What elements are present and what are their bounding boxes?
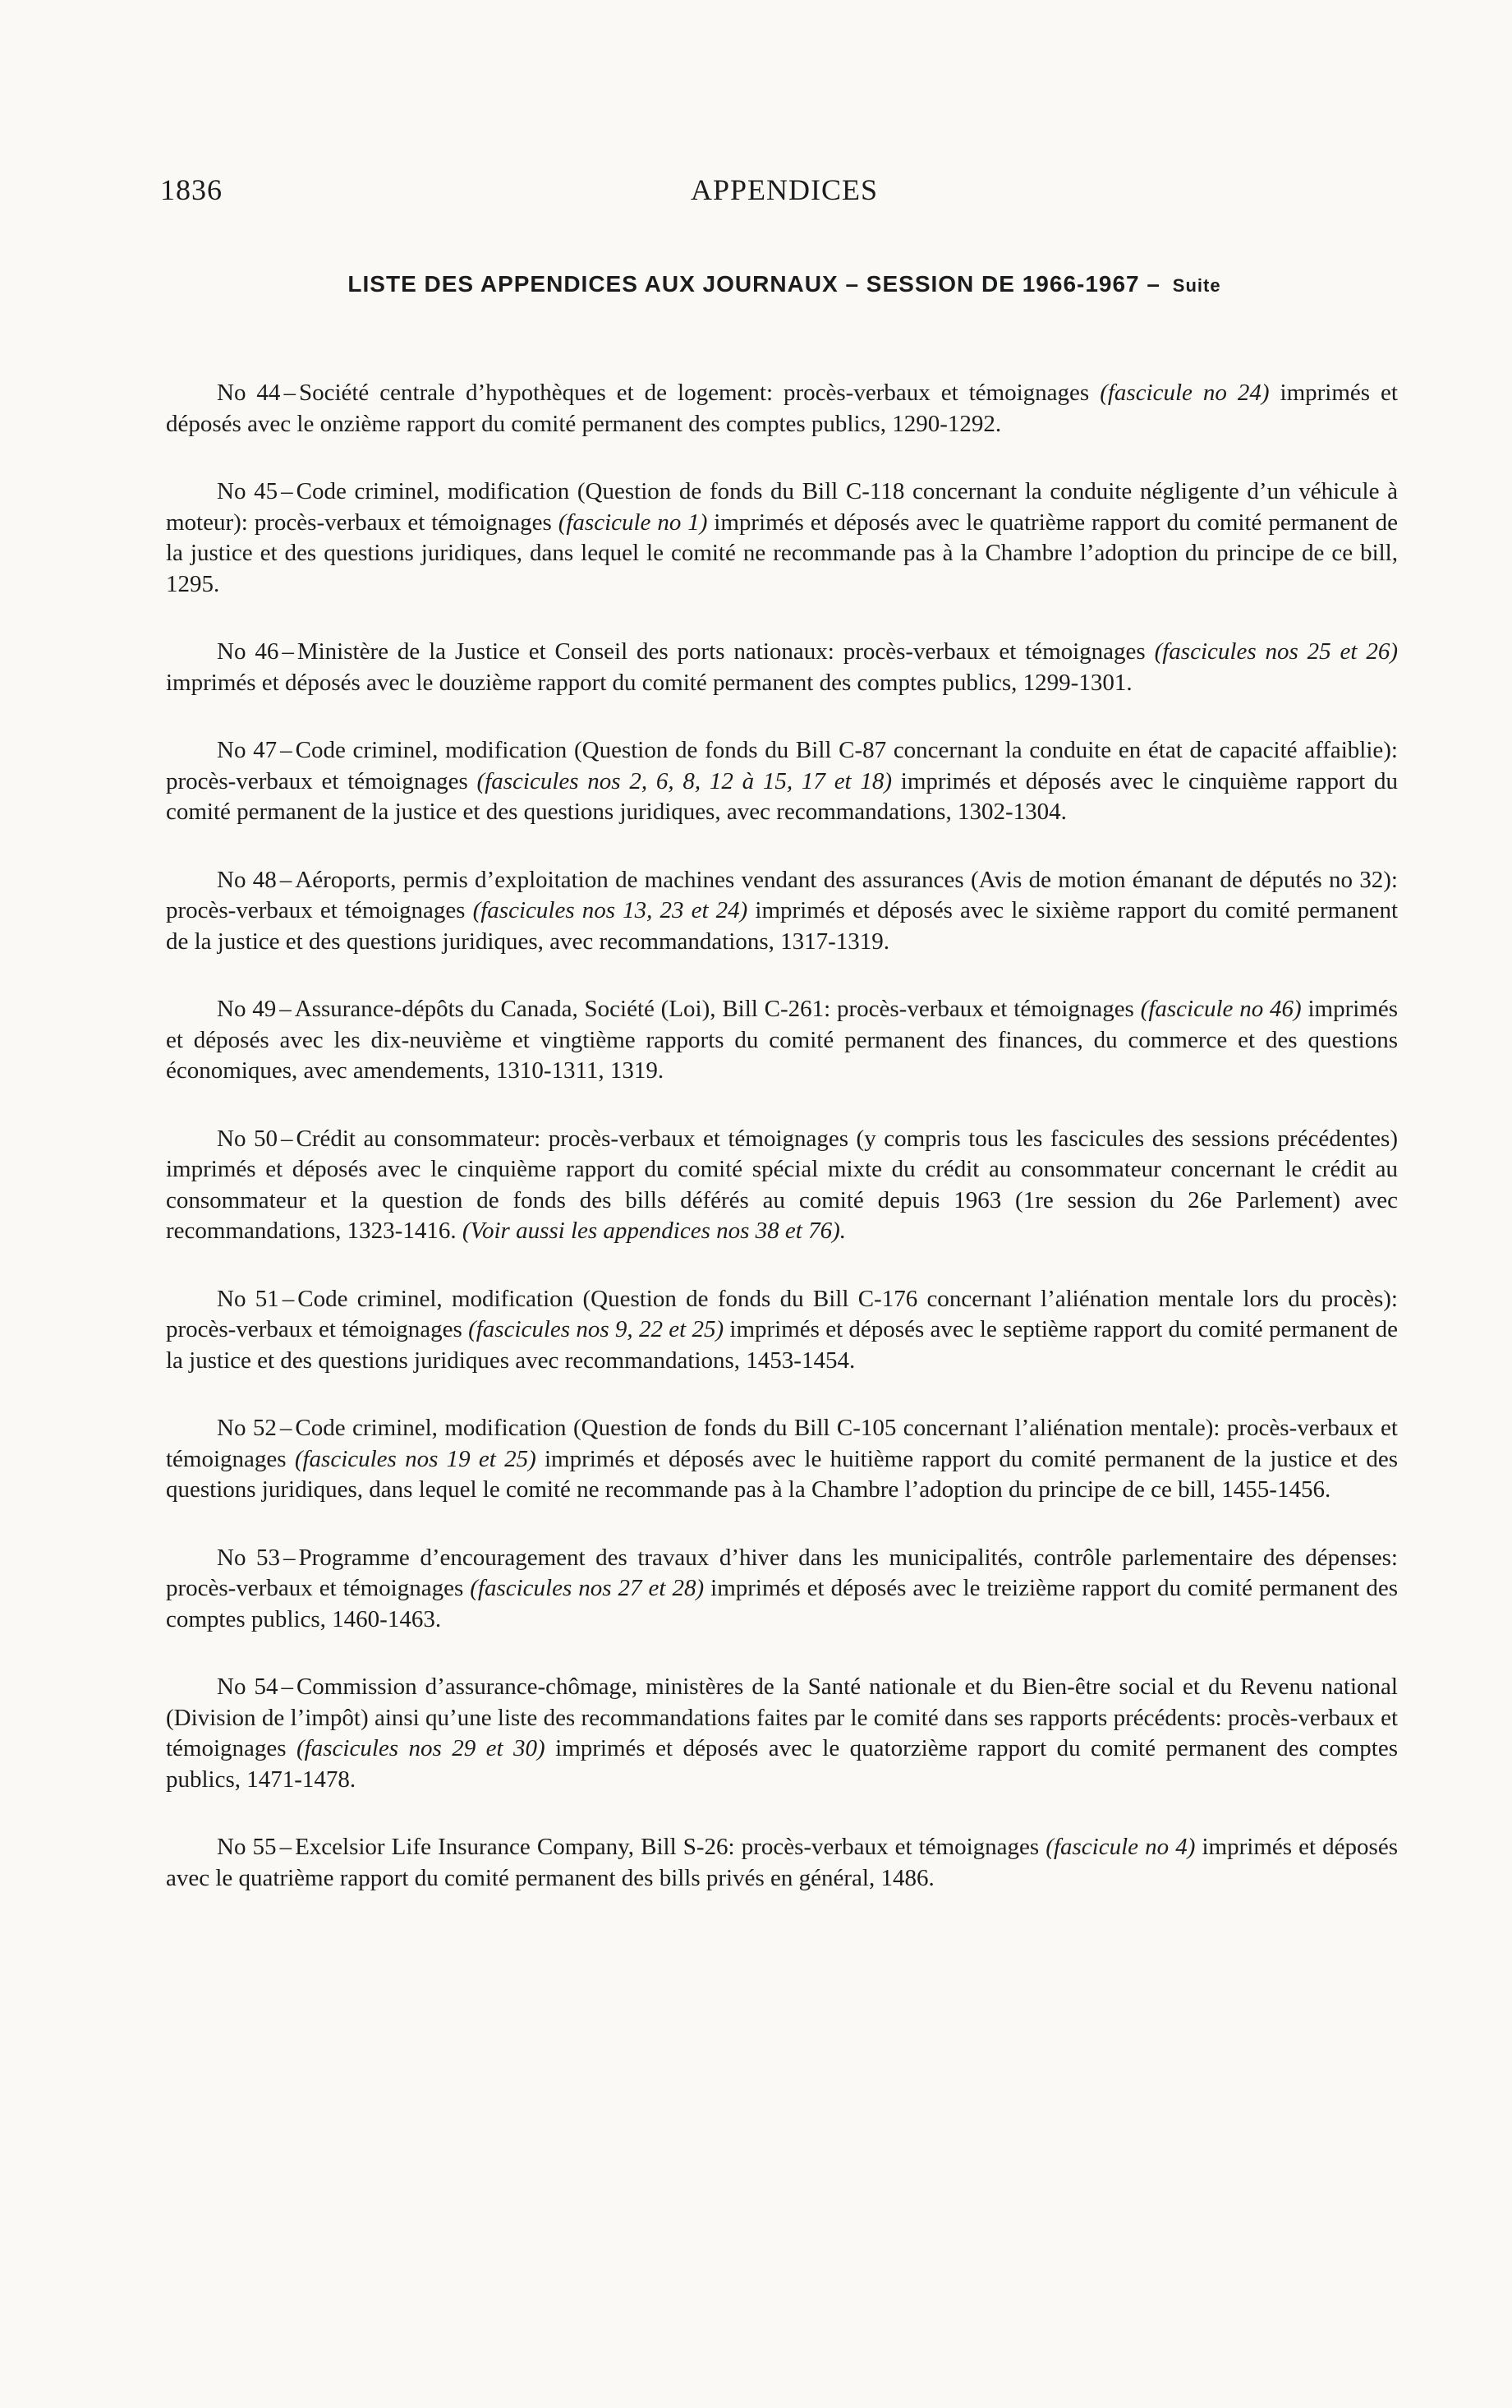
entry-text: Aéroports, permis d’exploitation de machines vendant des assurances (Avis de motion émanant de députés no 32): procès-verbaux et témoignages	[166, 866, 1398, 923]
fascicule-reference: (fascicules nos 13, 23 et 24)	[472, 897, 748, 923]
appendix-entry	[166, 637, 1398, 698]
appendix-entry	[166, 735, 1398, 828]
appendix-entry	[166, 378, 1398, 440]
subtitle-suite: Suite	[1172, 275, 1221, 296]
entry-text: imprimés et déposés avec le douzième rapport du comité permanent des comptes publics, 1299-1301.	[166, 669, 1133, 696]
appendix-entry	[166, 1413, 1398, 1506]
fascicule-reference: (fascicule no 24)	[1100, 380, 1270, 406]
entry-text: Ministère de la Justice et Conseil des ports nationaux: procès-verbaux et témoignages	[296, 638, 1155, 665]
running-title: APPENDICES	[690, 173, 879, 206]
entry-dash: –	[279, 1415, 292, 1441]
entry-text: imprimés et déposés avec le quatrième rapport du comité permanent de la justice et des questions juridiques, dans lequel le comité ne recommande pas à la Chambre l’adoption du principe de ce bill, 1295.	[166, 509, 1398, 597]
appendix-entry	[166, 865, 1398, 958]
subtitle-main: LISTE DES APPENDICES AUX JOURNAUX – SESSION DE 1966-1967 –	[347, 271, 1160, 297]
entry-text: Excelsior Life Insurance Company, Bill S-26: procès-verbaux et témoignages	[295, 1834, 1046, 1860]
appendix-number: No 54	[217, 1674, 278, 1700]
entry-dash: –	[280, 1125, 293, 1152]
entry-text: Assurance-dépôts du Canada, Société (Loi), Bill C-261: procès-verbaux et témoignages	[294, 996, 1141, 1022]
entry-text: imprimés et déposés avec le onzième rapport du comité permanent des comptes publics, 1290-1292.	[166, 380, 1398, 437]
entry-text: imprimés et déposés avec le quatrième rapport du comité permanent des bills privés en général, 1486.	[166, 1834, 1398, 1891]
appendix-number: No 50	[217, 1125, 278, 1152]
appendix-number: No 55	[217, 1834, 277, 1860]
appendix-entry	[166, 994, 1398, 1087]
appendix-number: No 49	[217, 996, 277, 1022]
appendix-entry	[166, 1672, 1398, 1795]
appendix-number: No 44	[217, 380, 281, 406]
fascicule-reference: (Voir aussi les appendices nos 38 et 76).	[462, 1218, 846, 1244]
entry-text: Société centrale d’hypothèques et de logement: procès-verbaux et témoignages	[298, 380, 1101, 406]
entry-dash: –	[279, 996, 292, 1022]
entry-dash: –	[283, 1544, 296, 1571]
page-number: 1836	[160, 173, 223, 206]
section-subtitle	[160, 271, 1409, 297]
entry-dash: –	[279, 1834, 292, 1860]
entry-text: Code criminel, modification (Question de fonds du Bill C-105 concernant l’aliénation mentale): procès-verbaux et témoignages	[166, 1415, 1398, 1472]
appendix-number: No 45	[217, 478, 278, 504]
appendix-number: No 53	[217, 1544, 280, 1571]
entry-dash: –	[281, 1674, 293, 1700]
fascicule-reference: (fascicules nos 9, 22 et 25)	[468, 1316, 724, 1342]
entry-text: imprimés et déposés avec le septième rapport du comité permanent de la justice et des questions juridiques avec recommandations, 1453-1454.	[166, 1316, 1398, 1374]
fascicule-reference: (fascicules nos 27 et 28)	[470, 1575, 705, 1601]
appendix-list	[166, 378, 1398, 1931]
entry-dash: –	[279, 866, 292, 893]
entry-text: Programme d’encouragement des travaux d’hiver dans les municipalités, contrôle parlementaire des dépenses: procès-verbaux et témoignages	[166, 1544, 1398, 1601]
entry-text: imprimés et déposés avec le cinquième rapport du comité permanent de la justice et des questions juridiques, avec recommandations, 1302-1304.	[166, 767, 1399, 825]
fascicule-reference: (fascicule no 1)	[558, 509, 708, 536]
appendix-number: No 51	[217, 1285, 279, 1312]
fascicule-reference: (fascicules nos 2, 6, 8, 12 à 15, 17 et 18)	[476, 767, 893, 794]
entry-text: Code criminel, modification (Question de fonds du Bill C-176 concernant l’aliénation mentale lors du procès): procès-verbaux et témoignages	[166, 1285, 1398, 1342]
page-header	[160, 173, 1409, 214]
entry-text: Code criminel, modification (Question de fonds du Bill C-87 concernant la conduite en état de capacité affaiblie): procès-verbaux et témoignages	[166, 737, 1398, 794]
entry-text: imprimés et déposés avec le huitième rapport du comité permanent de la justice et des questions juridiques, dans lequel le comité ne recommande pas à la Chambre l’adoption du principe de ce bill, 1455-1456.	[166, 1445, 1398, 1503]
appendix-entry	[166, 1832, 1398, 1894]
appendix-number: No 48	[217, 866, 277, 893]
appendix-entry	[166, 1543, 1398, 1636]
entry-text: Crédit au consommateur: procès-verbaux et témoignages (y compris tous les fascicules des sessions précédentes) imprimés et déposés avec le cinquième rapport du comité spécial mixte du crédit au consommateur concernant le crédit au consommateur et la question de fonds des bills déférés au comité depuis 1963 (1re session du 26e Parlement) avec recommandations, 1323-1416.	[166, 1125, 1398, 1244]
fascicule-reference: (fascicules nos 25 et 26)	[1154, 638, 1398, 665]
fascicule-reference: (fascicule no 46)	[1140, 996, 1302, 1022]
appendix-entry	[166, 1124, 1398, 1247]
entry-dash: –	[283, 380, 296, 406]
entry-text: Code criminel, modification (Question de fonds du Bill C-118 concernant la conduite négligente d’un véhicule à moteur): procès-verbaux et témoignages	[166, 478, 1398, 536]
entry-text: imprimés et déposés avec les dix-neuvième et vingtième rapports du comité permanent des finances, du commerce et des questions économiques, avec amendements, 1310-1311, 1319.	[166, 996, 1399, 1084]
entry-dash: –	[280, 737, 292, 763]
appendix-entry	[166, 477, 1398, 600]
entry-dash: –	[282, 1285, 295, 1312]
entry-text: imprimés et déposés avec le sixième rapport du comité permanent de la justice et des questions juridiques, avec recommandations, 1317-1319.	[166, 897, 1398, 955]
entry-dash: –	[281, 478, 293, 504]
fascicule-reference: (fascicules nos 19 et 25)	[294, 1445, 536, 1472]
appendix-entry	[166, 1284, 1398, 1377]
fascicule-reference: (fascicule no 4)	[1046, 1834, 1196, 1860]
entry-text: imprimés et déposés avec le quatorzième rapport du comité permanent des comptes publics, 1471-1478.	[166, 1735, 1398, 1793]
appendix-number: No 52	[217, 1415, 277, 1441]
entry-text: Commission d’assurance-chômage, ministères de la Santé nationale et du Bien-être social et du Revenu national (Division de l’impôt) ainsi qu’une liste des recommandations faites par le comité dans ses rapports précédents: procès-verbaux et témoignages	[166, 1674, 1398, 1761]
entry-dash: –	[282, 638, 294, 665]
appendix-number: No 47	[217, 737, 278, 763]
fascicule-reference: (fascicules nos 29 et 30)	[296, 1735, 545, 1761]
appendix-number: No 46	[217, 638, 279, 665]
entry-text: imprimés et déposés avec le treizième rapport du comité permanent des comptes publics, 1460-1463.	[166, 1575, 1399, 1632]
